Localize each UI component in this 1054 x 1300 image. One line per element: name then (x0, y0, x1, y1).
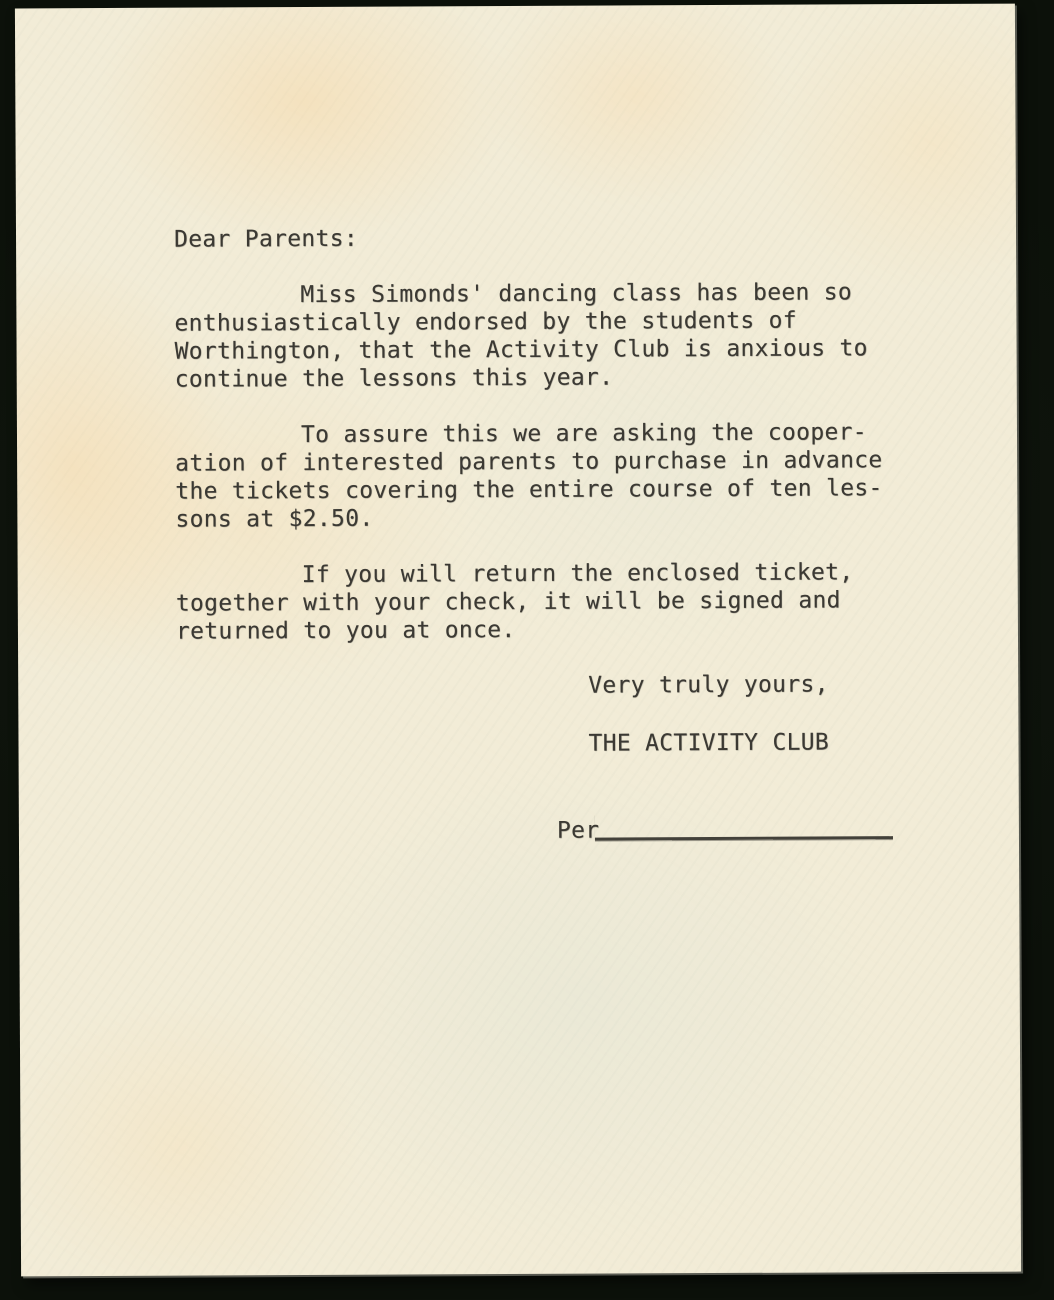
closing-valediction: Very truly yours, (588, 671, 829, 699)
salutation: Dear Parents: (173, 225, 359, 253)
paragraph-ticket-purchase: To assure this we are asking the cooper- ation of interested parents to purchase in advance the tickets covering the entire course of ten les- sons at $2.50. (175, 419, 883, 533)
paragraph-return-ticket: If you will return the enclosed ticket, together with your check, it will be signed and returned to you at once. (175, 559, 854, 645)
signature-blank-line (595, 813, 893, 840)
letter-body (15, 4, 1019, 848)
per-label: Per (556, 817, 600, 844)
letter-page (15, 4, 1021, 1277)
paragraph-dancing-class: Miss Simonds' dancing class has been so enthusiastically endorsed by the students of Worthington, that the Activity Club is anxious to continue the lessons this year. (174, 279, 868, 393)
signature-organization: THE ACTIVITY CLUB (588, 729, 830, 757)
per-signature-line (557, 810, 959, 845)
